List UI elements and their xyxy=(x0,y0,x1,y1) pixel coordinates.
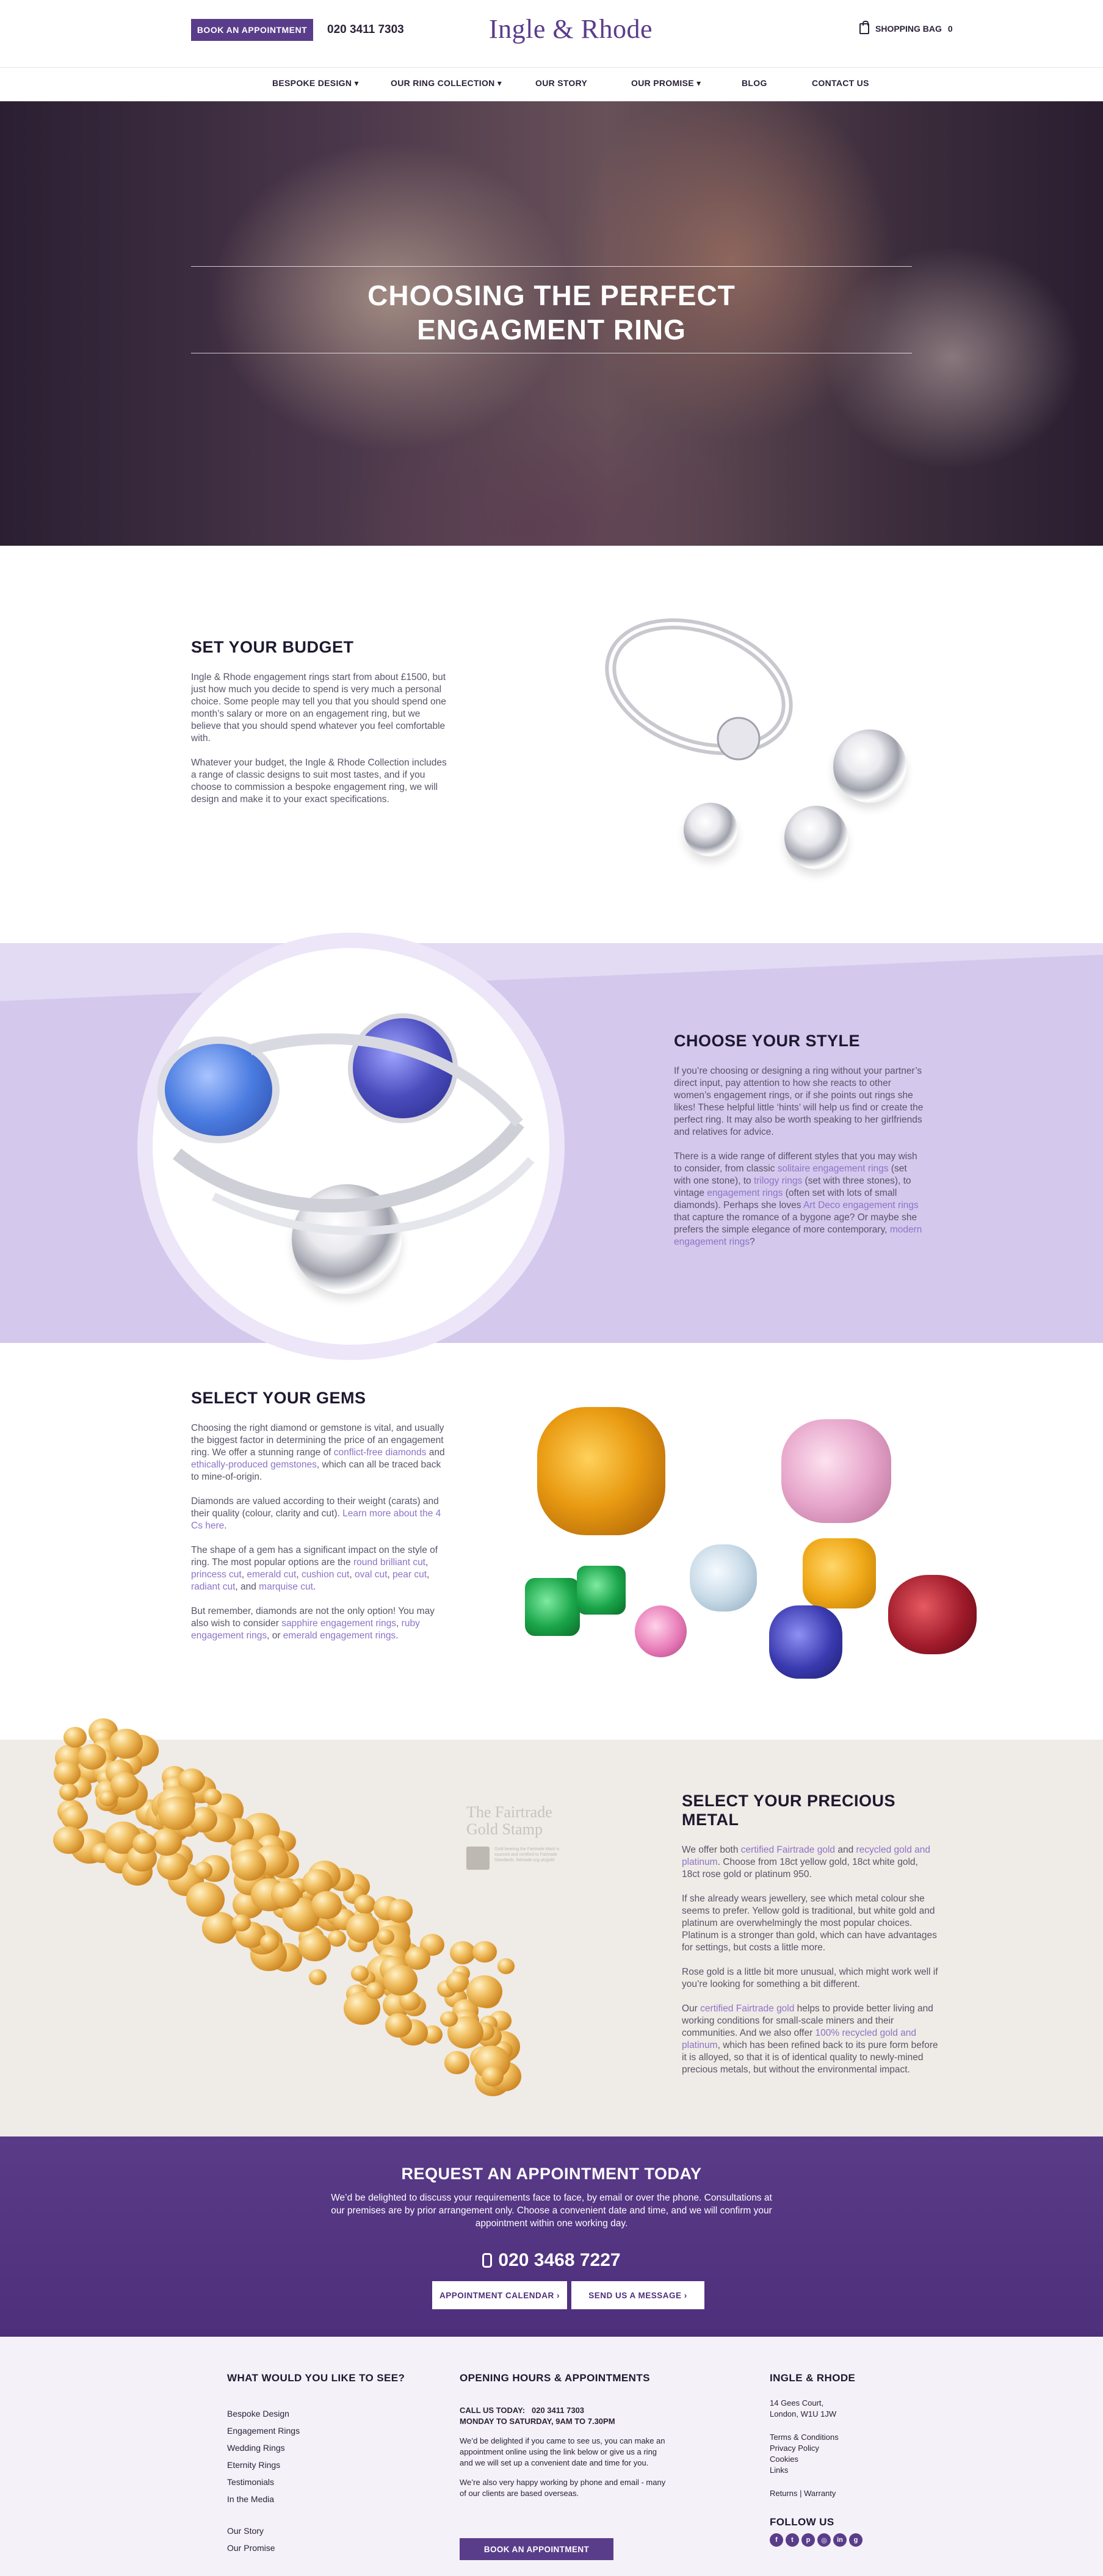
link-radiant-cut[interactable]: radiant cut xyxy=(191,1582,236,1592)
hero-title: CHOOSING THE PERFECT ENGAGMENT RING xyxy=(367,280,736,346)
appointment-phone[interactable]: 020 3468 7227 xyxy=(0,2250,1103,2271)
gold-nugget xyxy=(260,1934,280,1952)
header-phone[interactable]: 020 3411 7303 xyxy=(327,23,404,36)
metal-section xyxy=(682,1792,938,2088)
nav-item-our-promise[interactable]: OUR PROMISE ▾ xyxy=(631,78,701,88)
gold-nugget xyxy=(385,2013,412,2038)
metal-paragraph-3: Rose gold is a little bit more unusual, which might work well if you’re looking for something a bit different. xyxy=(682,1967,938,1989)
emerald-gem-2 xyxy=(577,1566,626,1615)
metal-paragraph-4: Our certified Fairtrade gold helps to provide better living and working conditions for small-scale miners and their communities. And we also offer 100% recycled gold and platinum, which has been refined back to its pure form before it is alloyed, so that it is of identical quality to newly-mined precious metals, but without the environmental impact. xyxy=(682,2003,938,2075)
gold-nugget xyxy=(203,1789,222,1805)
gold-nugget xyxy=(440,2011,457,2027)
fairtrade-icon xyxy=(466,1847,490,1870)
footer-link-our-story[interactable]: Our Story xyxy=(227,2526,264,2536)
budget-title: SET YOUR BUDGET xyxy=(191,638,354,656)
footer-link-in-the-media[interactable]: In the Media xyxy=(227,2494,275,2504)
nav-item-blog[interactable]: BLOG xyxy=(742,78,767,88)
link-princess-cut[interactable]: princess cut xyxy=(191,1569,242,1580)
site-logo[interactable]: Ingle & Rhode xyxy=(488,14,653,44)
footer-link-privacy[interactable]: Privacy Policy xyxy=(770,2444,819,2453)
social-icons xyxy=(770,2533,904,2547)
appointment-title: REQUEST AN APPOINTMENT TODAY xyxy=(401,2165,702,2183)
link-fairtrade-gold-2[interactable]: certified Fairtrade gold xyxy=(700,2003,795,2014)
link-trilogy-rings[interactable]: trilogy rings xyxy=(753,1176,803,1186)
link-marquise-cut[interactable]: marquise cut xyxy=(259,1582,313,1592)
shopping-bag-count: 0 xyxy=(947,24,953,34)
gold-nugget xyxy=(78,1744,106,1769)
nav-item-contact-us[interactable]: CONTACT US xyxy=(812,78,869,88)
gems-paragraph-1: Choosing the right diamond or gemstone is vital, and usually the biggest factor in determining the price of an engagement ring. We offer a stunning range of conflict-free diamonds and ethically-produced gemstones, which can all be traced back to mine-of-origin. xyxy=(191,1423,445,1482)
facebook-icon[interactable]: f xyxy=(770,2533,783,2547)
fairtrade-stamp-text: Gold bearing the Fairtrade Mark is sourced and certified to Fairtrade Standards. fairtrade.org.uk/gold xyxy=(494,1847,560,1862)
footer-address-line-1: 14 Gees Court, xyxy=(770,2398,824,2408)
footer-hours-paragraph-2: We’re also very happy working by phone and email - many of our clients are based overseas. xyxy=(460,2478,666,2498)
pink-sapphire-gem xyxy=(635,1605,687,1657)
metal-title: SELECT YOUR PRECIOUS METAL xyxy=(682,1792,896,1829)
blue-sapphire-gem xyxy=(769,1605,842,1679)
link-ethical-gemstones[interactable]: ethically-produced gemstones xyxy=(191,1460,317,1470)
instagram-icon[interactable]: ◎ xyxy=(817,2533,831,2547)
hero-divider-top xyxy=(191,266,912,267)
footer-hours-column xyxy=(460,2372,667,2499)
citrine-gem xyxy=(537,1407,665,1535)
link-conflict-free-diamonds[interactable]: conflict-free diamonds xyxy=(333,1447,427,1458)
send-message-button[interactable]: SEND US A MESSAGE › xyxy=(571,2281,704,2309)
chevron-down-icon: ▾ xyxy=(354,78,359,88)
footer-link-engagement-rings[interactable]: Engagement Rings xyxy=(227,2426,300,2436)
footer-links-column xyxy=(227,2372,422,2556)
yellow-sapphire-gem xyxy=(803,1538,876,1608)
nav-item-our-story[interactable]: OUR STORY xyxy=(535,78,588,88)
site-header xyxy=(0,0,1103,67)
aquamarine-gem xyxy=(690,1544,757,1612)
footer-link-testimonials[interactable]: Testimonials xyxy=(227,2477,275,2487)
ruby-gem xyxy=(888,1575,977,1654)
style-band xyxy=(0,943,1103,1001)
link-pear-cut[interactable]: pear cut xyxy=(392,1569,427,1580)
gold-nugget xyxy=(346,1913,380,1943)
footer-link-cookies[interactable]: Cookies xyxy=(770,2455,798,2464)
link-emerald-cut[interactable]: emerald cut xyxy=(247,1569,297,1580)
budget-paragraph-1: Ingle & Rhode engagement rings start from about £1500, but just how much you decide to spend is very much a personal choice. Some people may tell you that you should spend one month’s salary or more on an engagement ring, but we believe that you should spend whatever you feel comfortable with. xyxy=(191,672,446,743)
gold-nugget xyxy=(309,1969,327,1985)
footer-returns-warranty: Returns | Warranty xyxy=(770,2489,836,2498)
footer-call: CALL US TODAY: 020 3411 7303 xyxy=(460,2406,585,2415)
footer-hours: MONDAY TO SATURDAY, 9AM TO 7.30PM xyxy=(460,2417,615,2426)
phone-icon xyxy=(482,2253,492,2268)
fairtrade-stamp xyxy=(466,1803,582,1862)
link-modern-rings[interactable]: modern engagement rings xyxy=(674,1225,922,1247)
link-fairtrade-gold[interactable]: certified Fairtrade gold xyxy=(740,1845,836,1855)
budget-paragraph-2: Whatever your budget, the Ingle & Rhode Collection includes a range of classic designs to suit most tastes, and if you choose to commission a bespoke engagement ring, we will design and make it to your exact specifications. xyxy=(191,758,447,805)
site-footer xyxy=(0,2337,1103,2576)
gold-nugget xyxy=(132,1833,156,1854)
gold-nugget xyxy=(497,1958,515,1974)
link-recycled-gold-platinum[interactable]: 100% recycled gold and platinum xyxy=(682,2028,916,2050)
link-solitaire-rings[interactable]: solitaire engagement rings xyxy=(777,1163,889,1174)
gold-nugget xyxy=(53,1826,84,1854)
gems-paragraph-4: But remember, diamonds are not the only option! You may also wish to consider sapphire engagement rings, ruby engagement rings, or emerald engagement rings. xyxy=(191,1606,435,1641)
link-sapphire-rings[interactable]: sapphire engagement rings xyxy=(281,1618,397,1629)
gold-nugget xyxy=(110,1772,139,1798)
twitter-icon[interactable]: t xyxy=(786,2533,799,2547)
gold-nugget xyxy=(271,1881,300,1908)
follow-us-title: FOLLOW US xyxy=(770,2516,834,2528)
diamond-3 xyxy=(784,806,848,869)
nav-item-our-ring-collection[interactable]: OUR RING COLLECTION ▾ xyxy=(391,78,502,88)
gold-nugget xyxy=(158,1796,195,1830)
footer-link-our-promise[interactable]: Our Promise xyxy=(227,2543,275,2553)
diamond-1 xyxy=(833,729,906,803)
gems-section xyxy=(191,1389,447,1654)
googleplus-icon[interactable]: g xyxy=(849,2533,863,2547)
style-section xyxy=(674,1032,924,1261)
footer-company-title: INGLE & RHODE xyxy=(770,2372,856,2384)
gold-nugget xyxy=(328,1930,346,1947)
chevron-down-icon: ▾ xyxy=(497,78,502,88)
gold-nugget xyxy=(446,1972,469,1992)
style-paragraph-1: If you’re choosing or designing a ring without your partner’s direct input, pay attention to how she reacts to other women’s engagement rings, or if she points out rings she likes! These helpful little ‘hints’ will help us find or create the perfect ring. It may also be worth speaking to her girlfriends and relatives for advice. xyxy=(674,1066,924,1137)
link-emerald-rings[interactable]: emerald engagement rings xyxy=(283,1630,396,1641)
link-4cs[interactable]: Learn more about the 4 Cs here xyxy=(191,1508,441,1531)
style-title: CHOOSE YOUR STYLE xyxy=(674,1032,861,1050)
link-oval-cut[interactable]: oval cut xyxy=(354,1569,388,1580)
gold-nugget xyxy=(232,1850,266,1881)
footer-hours-title: OPENING HOURS & APPOINTMENTS xyxy=(460,2372,650,2384)
gold-nugget xyxy=(311,1891,342,1919)
link-round-brilliant[interactable]: round brilliant cut xyxy=(353,1557,425,1568)
footer-link-eternity-rings[interactable]: Eternity Rings xyxy=(227,2460,281,2470)
gems-paragraph-3: The shape of a gem has a significant impact on the style of ring. The most popular options are the round brilliant cut, princess cut, emerald cut, cushion cut, oval cut, pear cut, radiant cut, and marquise cut. xyxy=(191,1545,438,1592)
gold-nugget xyxy=(405,1947,430,1970)
budget-section xyxy=(191,638,447,818)
gold-nugget xyxy=(232,1914,251,1931)
footer-call-phone[interactable]: 020 3411 7303 xyxy=(532,2406,585,2415)
emerald-gem-1 xyxy=(525,1578,580,1636)
gold-nugget xyxy=(354,1895,375,1914)
chevron-down-icon: ▾ xyxy=(696,78,701,88)
link-cushion-cut[interactable]: cushion cut xyxy=(301,1569,350,1580)
gold-nugget xyxy=(194,1862,212,1878)
footer-book-appointment-button[interactable]: BOOK AN APPOINTMENT xyxy=(460,2538,613,2560)
gold-nugget xyxy=(482,2066,504,2086)
metal-paragraph-2: If she already wears jewellery, see which metal colour she seems to prefer. Yellow gold is traditional, but white gold and platinum are overwhelmingly the most popular choices. Platinum is a stronger than gold, which can have advantages for settings, but costs a little more. xyxy=(682,1894,937,1953)
nav-item-bespoke-design[interactable]: BESPOKE DESIGN ▾ xyxy=(272,78,359,88)
ring-bands xyxy=(153,1001,543,1245)
footer-links-title: WHAT WOULD YOU LIKE TO SEE? xyxy=(227,2372,405,2384)
ring-illustration xyxy=(598,610,830,763)
gems-paragraph-2: Diamonds are valued according to their weight (carats) and their quality (colour, clarity and cut). Learn more about the 4 Cs here. xyxy=(191,1496,441,1531)
gold-nugget xyxy=(383,1965,418,1995)
shopping-bag[interactable] xyxy=(859,23,953,34)
footer-address-line-2: London, W1U 1JW xyxy=(770,2409,837,2419)
footer-link-returns[interactable]: Returns xyxy=(770,2489,798,2498)
footer-link-bespoke-design[interactable]: Bespoke Design xyxy=(227,2409,289,2419)
shopping-bag-label: SHOPPING BAG xyxy=(875,24,942,34)
link-recycled-gold[interactable]: recycled gold and platinum xyxy=(682,1845,930,1867)
diamond-2 xyxy=(684,803,737,856)
hero-banner xyxy=(0,101,1103,546)
link-ruby-rings[interactable]: ruby engagement rings xyxy=(191,1618,420,1641)
footer-link-wedding-rings[interactable]: Wedding Rings xyxy=(227,2443,285,2453)
pinterest-icon[interactable]: p xyxy=(801,2533,815,2547)
main-nav xyxy=(0,67,1103,101)
footer-hours-paragraph-1: We’d be delighted if you came to see us, you can make an appointment online using the link below or give us a ring and we will set up a convenient date and time for you. xyxy=(460,2436,665,2467)
appointment-banner xyxy=(0,2136,1103,2337)
linkedin-icon[interactable]: in xyxy=(833,2533,847,2547)
footer-company-column xyxy=(770,2372,904,2547)
style-paragraph-2: There is a wide range of different styles that you may wish to consider, from classic solitaire engagement rings (set with one stone), to trilogy rings (set with three stones), to vintage engagement rings (often set with lots of small diamonds). Perhaps she loves Art Deco engagement rings that capture the romance of a bygone age? Or maybe she prefers the simple elegance of more contemporary, modern engagement rings? xyxy=(674,1151,922,1247)
appointment-calendar-button[interactable]: APPOINTMENT CALENDAR › xyxy=(432,2281,567,2309)
gold-nugget xyxy=(54,1761,81,1785)
gold-nugget xyxy=(351,1966,369,1981)
gold-nugget xyxy=(157,1852,188,1880)
gold-nugget xyxy=(151,1828,182,1856)
metal-paragraph-1: We offer both certified Fairtrade gold and recycled gold and platinum. Choose from 18ct yellow gold, 18ct white gold, 18ct rose gold or platinum 950. xyxy=(682,1845,930,1880)
gold-nugget xyxy=(387,1899,413,1922)
link-art-deco-rings[interactable]: Art Deco engagement rings xyxy=(803,1200,919,1210)
link-vintage-engagement-rings[interactable]: engagement rings xyxy=(707,1188,783,1198)
fairtrade-stamp-title: The Fairtrade Gold Stamp xyxy=(466,1803,552,1838)
gems-title: SELECT YOUR GEMS xyxy=(191,1389,366,1407)
appointment-text: We’d be delighted to discuss your requirements face to face, by email or over the phone. Consultations at our premises are by prior arrangement only. Choose a convenient date and time, and we will confirm your appointment within one working day. xyxy=(331,2193,772,2229)
gold-nugget xyxy=(186,1882,225,1917)
shopping-bag-icon xyxy=(859,23,869,34)
gold-nugget xyxy=(444,2051,470,2074)
book-appointment-button[interactable]: BOOK AN APPOINTMENT xyxy=(191,19,313,41)
gold-nugget xyxy=(472,1941,496,1963)
gold-nugget xyxy=(109,1729,143,1759)
footer-link-links[interactable]: Links xyxy=(770,2466,789,2475)
footer-link-warranty[interactable]: Warranty xyxy=(804,2489,836,2498)
footer-link-terms[interactable]: Terms & Conditions xyxy=(770,2433,839,2442)
pink-tourmaline-gem xyxy=(781,1419,891,1523)
